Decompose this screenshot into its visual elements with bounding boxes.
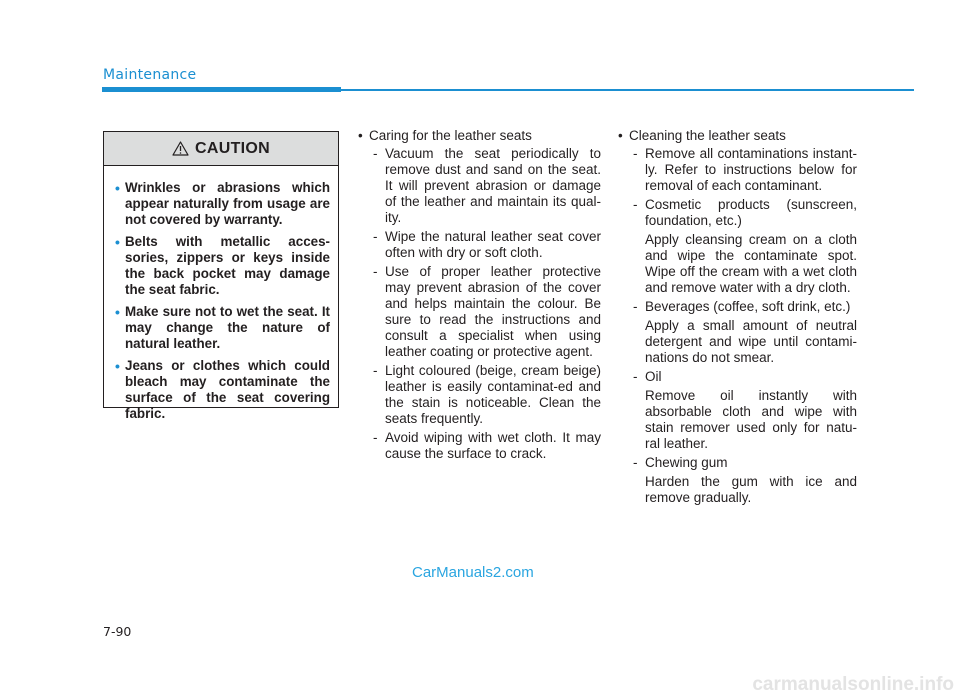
caution-item — [116, 234, 330, 298]
caring-item-text: Light coloured (beige, cream beige) leather is easily contaminat-ed and the stain is noticeable. Clean the seats frequently. — [385, 363, 601, 426]
cleaning-cosmetic-label: - Cosmetic products (sunscreen, foundation, etc.) — [633, 197, 857, 228]
caution-item — [116, 180, 330, 228]
caring-section — [357, 128, 601, 465]
cleaning-cosmetic-label-text: Cosmetic products (sunscreen, foundation, etc.) — [645, 197, 857, 228]
footer-watermark: carmanualsonline.info — [752, 674, 954, 695]
cleaning-gum-label: - Chewing gum — [633, 455, 728, 470]
section-title: Maintenance — [103, 67, 197, 83]
caution-item-text: Wrinkles or abrasions which appear naturally from usage are not covered by warranty. — [125, 180, 330, 227]
caution-item-text: Jeans or clothes which could bleach may contaminate the surface of the seat covering fabric. — [125, 358, 330, 421]
bullet-icon: • — [115, 358, 120, 374]
bullet-icon: • — [115, 304, 120, 320]
cleaning-beverages-text: Apply a small amount of neutral detergent and wipe until contami-nations do not smear. — [645, 318, 857, 365]
caution-title: CAUTION — [195, 139, 270, 157]
caring-heading — [357, 128, 601, 144]
bullet-icon: • — [115, 180, 120, 196]
caring-item-text: Avoid wiping with wet cloth. It may cause the surface to crack. — [385, 430, 601, 461]
caring-item: - Vacuum the seat periodically to remove dust and sand on the seat. It will prevent abrasion or damage of the leather and maintain its qual-ity. — [373, 146, 601, 225]
caring-item: - Avoid wiping with wet cloth. It may cause the surface to crack. — [373, 430, 601, 461]
cleaning-oil-label: - Oil — [633, 369, 662, 384]
caution-item — [116, 304, 330, 352]
cleaning-oil-text: Remove oil instantly with absorbable cloth and wipe with stain remover used only for natu-ral leather. — [645, 388, 857, 451]
cleaning-section — [617, 128, 857, 509]
cleaning-heading-text: Cleaning the leather seats — [629, 128, 786, 143]
caring-item-text: Use of proper leather protective may prevent abrasion of the cover and helps maintain the colour. Be sure to read the instructions and consult a specialist when using leather coating or protective agent. — [385, 264, 601, 359]
cleaning-heading — [617, 128, 857, 144]
caution-box — [103, 131, 339, 421]
caring-item-text: Vacuum the seat periodically to remove dust and sand on the seat. It will prevent abrasion or damage of the leather and maintain its qual-ity. — [385, 146, 601, 225]
cleaning-intro-text: Remove all contaminations instant-ly. Refer to instructions below for removal of each contaminant. — [645, 146, 857, 193]
cleaning-beverages-label: - Beverages (coffee, soft drink, etc.) — [633, 299, 851, 314]
caring-item: - Use of proper leather protective may prevent abrasion of the cover and helps maintain the colour. Be sure to read the instructions and consult a specialist when using leather coating or protective agent. — [373, 264, 601, 359]
cleaning-beverages-label-text: Beverages (coffee, soft drink, etc.) — [645, 299, 851, 314]
caring-item: - Light coloured (beige, cream beige) leather is easily contaminat-ed and the stain is noticeable. Clean the seats frequently. — [373, 363, 601, 426]
header-rule-thick — [102, 87, 341, 92]
caution-item-text: Make sure not to wet the seat. It may change the nature of natural leather. — [125, 304, 330, 351]
cleaning-cosmetic-text: Apply cleansing cream on a cloth and wipe the contaminate spot. Wipe off the cream with a wet cloth and remove water with a dry cloth. — [645, 232, 857, 295]
caring-item-text: Wipe the natural leather seat cover often with dry or soft cloth. — [385, 229, 601, 260]
warning-triangle-icon — [172, 141, 189, 156]
bullet-icon: • — [115, 234, 120, 250]
caution-item-text: Belts with metallic acces-sories, zippers or keys inside the back pocket may damage the seat fabric. — [125, 234, 330, 297]
header-rule-thin — [341, 89, 914, 91]
bullet-icon: • — [618, 128, 623, 143]
bullet-icon: • — [358, 128, 363, 143]
caring-item: - Wipe the natural leather seat cover often with dry or soft cloth. — [373, 229, 601, 260]
caution-item — [116, 358, 330, 422]
cleaning-oil-label-text: Oil — [645, 369, 662, 384]
caring-heading-text: Caring for the leather seats — [369, 128, 532, 143]
cleaning-gum-label-text: Chewing gum — [645, 455, 728, 470]
caution-header — [104, 132, 338, 166]
page-number: 7-90 — [103, 624, 132, 639]
watermark-link[interactable]: CarManuals2.com — [412, 564, 534, 581]
caution-list — [104, 166, 338, 422]
cleaning-intro: - Remove all contaminations instant-ly. Refer to instructions below for removal of each contaminant. — [633, 146, 857, 193]
cleaning-gum-text: Harden the gum with ice and remove gradually. — [645, 474, 857, 505]
